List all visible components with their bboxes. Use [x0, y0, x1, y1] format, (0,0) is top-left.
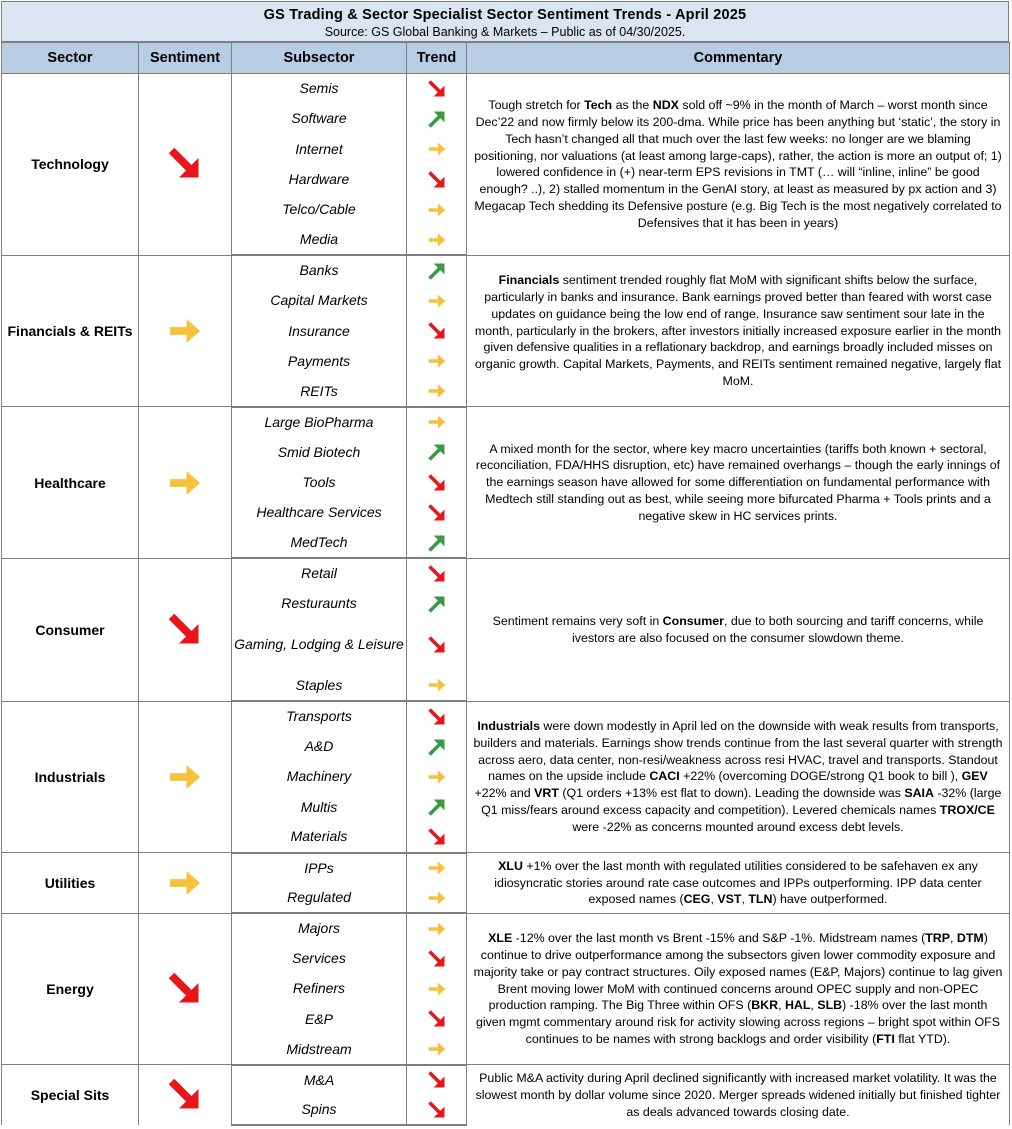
subsector-trend: [407, 225, 467, 255]
commentary-highlight: XLE: [488, 931, 513, 946]
table-row: [2, 407, 1010, 437]
subsector-trend: [407, 1095, 467, 1125]
subsector-name: MedTech: [232, 528, 407, 558]
commentary-text: were down modestly in April led on the downside with weak results from transports, builders and materials. Earnings show trends continue from the last several quarter with strength across aero, data center, non-resi/weakness across resi HVAC, travel and transports. Standout names on the upside include: [473, 719, 1003, 784]
commentary-text: as the: [612, 98, 653, 113]
commentary-text: ) -18% over the last month given mgmt commentary around risk for activity slowing across regions – bright spot within OFS continues to be names with strong backlogs and order visibility (: [475, 998, 1001, 1046]
commentary-text: ,: [950, 931, 957, 946]
sector-sentiment: [139, 913, 232, 1064]
commentary-highlight: TRP: [925, 931, 950, 946]
commentary-text: , due to both sourcing and tariff concerns, while ivestors are also focused on the consumer slowdown theme.: [572, 613, 984, 645]
subsector-name: Payments: [232, 346, 407, 376]
trend-flat-arrow-icon: [427, 858, 447, 878]
subsector-trend: [407, 701, 467, 731]
col-header-sector: Sector: [2, 43, 139, 74]
sector-sentiment: [139, 407, 232, 558]
trend-flat-arrow-icon: [427, 888, 447, 908]
subsector-name: Capital Markets: [232, 286, 407, 316]
subsector-trend: [407, 883, 467, 913]
subsector-trend: [407, 589, 467, 619]
commentary-highlight: SAIA: [904, 786, 934, 801]
commentary-highlight: VRT: [534, 786, 559, 801]
trend-flat-arrow-icon: [427, 979, 447, 999]
trend-down-arrow-icon: [427, 79, 447, 99]
subsector-name: Media: [232, 225, 407, 255]
sentiment-flat-arrow-icon: [167, 313, 203, 349]
trend-flat-arrow-icon: [427, 675, 447, 695]
subsector-trend: [407, 762, 467, 792]
subsector-name: A&D: [232, 731, 407, 761]
sector-commentary: [467, 255, 1010, 406]
commentary-text: +22% and: [474, 786, 535, 801]
subsector-trend: [407, 1065, 467, 1095]
table-row: [2, 558, 1010, 588]
commentary-highlight: Financials: [498, 273, 560, 288]
commentary-text: Sentiment remains very soft in: [492, 613, 663, 628]
subsector-trend: [407, 104, 467, 134]
table-row: [2, 913, 1010, 943]
sector-commentary: [467, 558, 1010, 701]
subsector-trend: [407, 346, 467, 376]
sector-commentary: [467, 701, 1010, 852]
trend-down-arrow-icon: [427, 707, 447, 727]
sector-commentary: [467, 1065, 1010, 1126]
commentary-highlight: VST: [717, 892, 742, 907]
sentiment-flat-arrow-icon: [167, 465, 203, 501]
trend-down-arrow-icon: [427, 827, 447, 847]
trend-up-arrow-icon: [427, 261, 447, 281]
trend-flat-arrow-icon: [427, 1039, 447, 1059]
commentary-highlight: CEG: [683, 892, 711, 907]
commentary-highlight: Consumer: [662, 613, 724, 628]
commentary-text: Tough stretch for: [488, 98, 585, 113]
sector-name: Utilities: [2, 853, 139, 914]
commentary-highlight: NDX: [652, 98, 679, 113]
sector-sentiment: [139, 1065, 232, 1126]
subsector-name: Regulated: [232, 883, 407, 913]
col-header-commentary: Commentary: [467, 43, 1010, 74]
subsector-trend: [407, 944, 467, 974]
trend-down-arrow-icon: [427, 564, 447, 584]
commentary-highlight: Tech: [584, 98, 613, 113]
sector-sentiment: [139, 255, 232, 406]
sector-name: Technology: [2, 74, 139, 256]
subsector-name: Telco/Cable: [232, 195, 407, 225]
commentary-text: Public M&A activity during April declined significantly with increased market volatility. It was the slowest month by dollar volume since 2020. Merger spreads widened initially but finished tighter as deals advanced towards closing date.: [475, 1071, 1001, 1119]
commentary-text: ) have outperformed.: [772, 892, 888, 907]
subsector-name: Materials: [232, 822, 407, 852]
subsector-name: Gaming, Lodging & Leisure: [232, 619, 407, 671]
trend-up-arrow-icon: [427, 533, 447, 553]
subsector-name: Resturaunts: [232, 589, 407, 619]
commentary-text: ,: [710, 892, 718, 907]
commentary-text: -32% (large Q1 miss/fears around excess capacity and competition). Levered chemicals names: [481, 786, 1002, 818]
subsector-trend: [407, 74, 467, 104]
subsector-name: Internet: [232, 134, 407, 164]
trend-flat-arrow-icon: [427, 139, 447, 159]
subsector-name: Midstream: [232, 1034, 407, 1064]
subsector-name: Staples: [232, 671, 407, 701]
subsector-name: Large BioPharma: [232, 407, 407, 437]
commentary-text: sentiment trended roughly flat MoM with significant shifts below the surface, particularly in banks and insurance. Bank earnings proved better than feared with worst case updates on guidance being the low end of range. Insurance saw sentiment sour late in the month, particularly in the brokers, after investors initially increased exposure earlier in the month given defensive qualities in a reflationary backdrop, and earnings broadly included misses on organic growth. Capital Markets, Payments, and REITs sentiment remained negative, largely flat MoM.: [474, 273, 1002, 389]
sentiment-flat-arrow-icon: [167, 759, 203, 795]
subsector-name: Machinery: [232, 762, 407, 792]
subsector-trend: [407, 437, 467, 467]
col-header-sentiment: Sentiment: [139, 43, 232, 74]
source-note: Source: GS Global Banking & Markets – Public as of 04/30/2025.: [324, 25, 686, 39]
trend-down-arrow-icon: [427, 949, 447, 969]
subsector-name: Healthcare Services: [232, 498, 407, 528]
sector-sentiment: [139, 558, 232, 701]
trend-flat-arrow-icon: [427, 291, 447, 311]
subsector-name: Refiners: [232, 974, 407, 1004]
sector-name: Financials & REITs: [2, 255, 139, 406]
trend-down-arrow-icon: [427, 1100, 447, 1120]
commentary-text: A mixed month for the sector, where key macro uncertainties (tariffs both known + sectoral, reconciliation, FDA/HHS disruption, etc) have remained overhangs – though the early innings of the earnings season have allowed for some differentiation on fundamental performance with Medtech still standing out as best, while seeing more bifurcated Pharma + Tools prints and a negative skew in HC services prints.: [475, 441, 1001, 523]
sector-commentary: [467, 407, 1010, 558]
commentary-text: ,: [810, 998, 818, 1013]
trend-up-arrow-icon: [427, 797, 447, 817]
trend-flat-arrow-icon: [427, 412, 447, 432]
subsector-name: Spins: [232, 1095, 407, 1125]
trend-down-arrow-icon: [427, 503, 447, 523]
trend-up-arrow-icon: [427, 737, 447, 757]
sector-commentary: [467, 913, 1010, 1064]
subsector-trend: [407, 822, 467, 852]
subsector-trend: [407, 376, 467, 406]
sentiment-down-arrow-icon: [167, 971, 203, 1007]
sentiment-down-arrow-icon: [167, 146, 203, 182]
table-row: [2, 853, 1010, 883]
sentiment-down-arrow-icon: [167, 1077, 203, 1113]
subsector-name: Majors: [232, 913, 407, 943]
subsector-trend: [407, 853, 467, 883]
trend-up-arrow-icon: [427, 442, 447, 462]
commentary-text: +22% (overcoming DOGE/strong Q1 book to bill ),: [679, 769, 962, 784]
subsector-trend: [407, 731, 467, 761]
sector-name: Energy: [2, 913, 139, 1064]
subsector-name: Banks: [232, 255, 407, 285]
subsector-name: Multis: [232, 792, 407, 822]
subsector-name: Hardware: [232, 164, 407, 194]
commentary-highlight: Industrials: [477, 719, 540, 734]
subsector-trend: [407, 913, 467, 943]
table-body: [2, 74, 1010, 1126]
subsector-name: Smid Biotech: [232, 437, 407, 467]
commentary-text: ,: [778, 998, 785, 1013]
trend-down-arrow-icon: [427, 1070, 447, 1090]
title-block: [1, 1, 1009, 42]
subsector-name: Tools: [232, 467, 407, 497]
header-row: [2, 43, 1010, 74]
trend-down-arrow-icon: [427, 635, 447, 655]
commentary-text: flat YTD).: [894, 1031, 951, 1046]
col-header-subsector: Subsector: [232, 43, 407, 74]
sector-name: Healthcare: [2, 407, 139, 558]
trend-flat-arrow-icon: [427, 767, 447, 787]
subsector-trend: [407, 316, 467, 346]
trend-flat-arrow-icon: [427, 200, 447, 220]
table-row: [2, 255, 1010, 285]
commentary-highlight: CACI: [649, 769, 680, 784]
subsector-trend: [407, 1004, 467, 1034]
sector-sentiment: [139, 74, 232, 256]
sentiment-flat-arrow-icon: [167, 865, 203, 901]
commentary-text: ,: [741, 892, 749, 907]
commentary-highlight: TROX/CE: [939, 803, 995, 818]
subsector-trend: [407, 467, 467, 497]
subsector-trend: [407, 974, 467, 1004]
trend-up-arrow-icon: [427, 109, 447, 129]
commentary-highlight: FTI: [876, 1031, 895, 1046]
sentiment-down-arrow-icon: [167, 612, 203, 648]
subsector-trend: [407, 671, 467, 701]
trend-flat-arrow-icon: [427, 230, 447, 250]
sector-name: Industrials: [2, 701, 139, 852]
commentary-highlight: XLU: [498, 858, 523, 873]
commentary-highlight: GEV: [961, 769, 988, 784]
table-row: [2, 1065, 1010, 1095]
commentary-text: sold off ~9% in the month of March – worst month since Dec’22 and now firmly below its 200-dma. While price has been anything but ‘static’, the story in Tech hasn’t changed all that much over the last few weeks: no longer are we blaming positioning, nor valuations (at least among large-caps), rather, the action is more an output of; 1) lowered confidence in (+) near-term EPS revisions in TMT (… will “inline, inline” be good enough? ..), 2) stalled momentum in the GenAI story, at least as measured by px action and 3) Megacap Tech shedding its Defensive posture (e.g. Big Tech is the most negatively correlated to Defensives that it has been in years): [474, 98, 1002, 230]
trend-up-arrow-icon: [427, 594, 447, 614]
subsector-name: Software: [232, 104, 407, 134]
subsector-trend: [407, 558, 467, 588]
subsector-name: IPPs: [232, 853, 407, 883]
subsector-trend: [407, 792, 467, 822]
subsector-name: Services: [232, 944, 407, 974]
commentary-text: +1% over the last month with regulated utilities considered to be safehaven ex any idiosyncratic stories around rate case outcomes and IPPs outperforming. IPP data center exposed names (: [494, 858, 982, 907]
sector-name: Consumer: [2, 558, 139, 701]
page-title: GS Trading & Sector Specialist Sector Sentiment Trends - April 2025: [263, 7, 747, 23]
sector-sentiment: [139, 701, 232, 852]
subsector-name: E&P: [232, 1004, 407, 1034]
subsector-trend: [407, 1034, 467, 1064]
trend-flat-arrow-icon: [427, 351, 447, 371]
subsector-trend: [407, 619, 467, 671]
subsector-name: Semis: [232, 74, 407, 104]
subsector-trend: [407, 498, 467, 528]
subsector-trend: [407, 164, 467, 194]
sector-commentary: [467, 853, 1010, 914]
sector-name: Special Sits: [2, 1065, 139, 1126]
subsector-trend: [407, 134, 467, 164]
subsector-trend: [407, 528, 467, 558]
commentary-highlight: BKR: [751, 998, 779, 1013]
subsector-name: M&A: [232, 1065, 407, 1095]
trend-flat-arrow-icon: [427, 381, 447, 401]
commentary-highlight: SLB: [817, 998, 843, 1013]
subsector-trend: [407, 286, 467, 316]
trend-down-arrow-icon: [427, 170, 447, 190]
commentary-highlight: HAL: [784, 998, 811, 1013]
commentary-highlight: DTM: [956, 931, 984, 946]
subsector-name: REITs: [232, 376, 407, 406]
trend-down-arrow-icon: [427, 473, 447, 493]
commentary-text: (Q1 orders +13% est flat to down). Leading the downside was: [558, 786, 905, 801]
commentary-text: were -22% as concerns mounted around excess debt levels.: [572, 819, 904, 834]
subsector-name: Retail: [232, 558, 407, 588]
trend-down-arrow-icon: [427, 1009, 447, 1029]
sector-sentiment: [139, 853, 232, 914]
commentary-highlight: TLN: [748, 892, 773, 907]
commentary-text: ) continue to drive outperformance among the subsectors given lower commodity exposure and majority take or pay contract structures. Oily exposed names (E&P, Majors) continue to lag given Brent moving lower MoM with continued concerns around OPEC supply and non-OPEC production ramping. The Big Three within OFS (: [473, 931, 1003, 1013]
trend-down-arrow-icon: [427, 321, 447, 341]
col-header-trend: Trend: [407, 43, 467, 74]
subsector-trend: [407, 255, 467, 285]
table-row: [2, 74, 1010, 104]
subsector-trend: [407, 407, 467, 437]
trend-flat-arrow-icon: [427, 919, 447, 939]
commentary-text: -12% over the last month vs Brent -15% and S&P -1%. Midstream names (: [512, 931, 926, 946]
sector-commentary: [467, 74, 1010, 256]
subsector-trend: [407, 195, 467, 225]
subsector-name: Insurance: [232, 316, 407, 346]
table-row: [2, 701, 1010, 731]
sentiment-table: [1, 42, 1010, 1126]
subsector-name: Transports: [232, 701, 407, 731]
